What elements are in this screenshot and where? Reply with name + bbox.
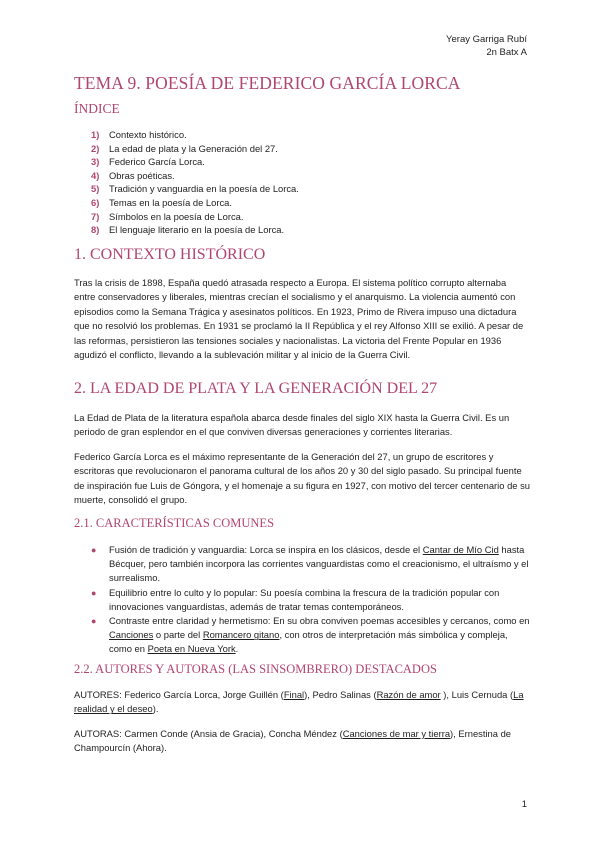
toc-item (91, 210, 299, 224)
toc-item (91, 223, 299, 237)
section-2-heading: 2. LA EDAD DE PLATA Y LA GENERACIÓN DEL 27 (74, 380, 438, 397)
toc-item (91, 128, 299, 142)
work-title: Poeta en Nueva York (147, 643, 236, 655)
section-1-paragraph: Tras la crisis de 1898, España quedó atrasada respecto a Europa. El sistema político corrupto alternaba entre conservadores y liberales, mientras crecían el socialismo y el anarquismo. La violencia aumentó con episodios como la Semana Trágica y asesinatos políticos. En 1923, Primo de Rivera impuso una dictadura que no resolvió los problemas. En 1931 se proclamó la II República y el rey Alfonso XIII se exilió. A pesar de las reformas, persistieron las tensiones sociales y nacionalistas. La victoria del Frente Popular en 1936 agudizó el conflicto, llevando a la sublevación militar y al inicio de la Guerra Civil. (74, 277, 524, 361)
authors-text: ), Luis Cernuda ( (440, 689, 514, 700)
authors-text: AUTORES: Federico García Lorca, Jorge Guillén ( (74, 689, 284, 700)
header-class: 2n Batx A (486, 47, 527, 58)
characteristics-list (74, 543, 530, 657)
work-title: La realidad y el deseo (74, 689, 524, 715)
toc-number: 7) (91, 210, 100, 222)
toc-number: 3) (91, 156, 100, 168)
subsection-2-2-heading: 2.2. AUTORES Y AUTORAS (LAS SINSOMBRERO) DESTACADOS (74, 662, 437, 676)
toc-number: 5) (91, 183, 100, 195)
authors-text: ), Ernestina de Champourcín (Ahora). (74, 728, 512, 754)
toc-item (91, 196, 299, 210)
bullet-text: hasta Bécquer, pero también incorpora las corrientes vanguardistas como el creacionismo, el ultraísmo y el surrealismo. (109, 544, 529, 584)
toc-label: El lenguaje literario en la poesía de Lorca. (109, 224, 285, 236)
work-title: Canciones (109, 629, 154, 641)
bullet-text: , con otros de interpretación más simbólica y compleja, como en (109, 629, 508, 655)
work-title: Cantar de Mío Cid (422, 544, 499, 555)
bullet-text: . (235, 643, 239, 655)
bullet-icon: ● (91, 545, 97, 555)
work-title: Razón de amor (376, 689, 441, 700)
document-title: TEMA 9. POESÍA DE FEDERICO GARCÍA LORCA (74, 73, 461, 93)
work-title: Canciones de mar y tierra (342, 728, 451, 739)
toc-item (91, 182, 299, 196)
list-item (74, 543, 530, 586)
toc-number: 6) (91, 196, 100, 208)
work-title: Romancero gitano (202, 629, 280, 641)
work-title: Final (283, 689, 305, 700)
index-heading: ÍNDICE (74, 101, 120, 116)
bullet-text: Fusión de tradición y vanguardia: Lorca se inspira en los clásicos, desde el (109, 544, 423, 555)
toc-item (91, 142, 299, 156)
toc-label: Temas en la poesía de Lorca. (109, 196, 232, 208)
section-1-heading: 1. CONTEXTO HISTÓRICO (74, 246, 266, 263)
toc-item (91, 169, 299, 183)
toc-label: La edad de plata y la Generación del 27. (109, 142, 278, 154)
toc-number: 8) (91, 224, 100, 236)
female-authors-paragraph (74, 727, 530, 756)
toc-number: 2) (91, 142, 100, 154)
header-author: Yeray Garriga Rubí (446, 34, 527, 45)
authors-paragraph (74, 688, 530, 717)
toc-label: Federico García Lorca. (109, 156, 205, 168)
authors-text: ). (152, 703, 159, 715)
section-2-paragraph-2: Federico García Lorca es el máximo representante de la Generación del 27, un grupo de escritores y escritoras que revolucionaron el panorama cultural de los años 20 y 30 del siglo pasado. Su principal fuente de inspiración fue Luis de Góngora, y el homenaje a su figura en 1927, con motivo del tercer centenario de su muerte, consolidó el grupo. (74, 451, 531, 506)
toc-label: Símbolos en la poesía de Lorca. (109, 210, 244, 222)
table-of-contents (91, 128, 299, 237)
subsection-2-1-heading: 2.1. CARACTERÍSTICAS COMUNES (74, 516, 275, 530)
bullet-icon: ● (91, 587, 97, 598)
authors-text: AUTORAS: Carmen Conde (Ansia de Gracia), Concha Méndez ( (74, 728, 343, 739)
list-item (74, 586, 530, 614)
bullet-text: Contraste entre claridad y hermetismo: En su obra conviven poemas accesibles y cercanos, como en (109, 615, 530, 627)
bullet-icon: ● (91, 616, 97, 627)
section-2-paragraph-1: La Edad de Plata de la literatura española abarca desde finales del siglo XIX hasta la Guerra Civil. Es un periodo de gran esplendor en el que conviven diversas generaciones y corrientes literarias. (74, 412, 510, 438)
toc-item (91, 155, 299, 169)
toc-label: Contexto histórico. (109, 129, 187, 140)
toc-label: Tradición y vanguardia en la poesía de Lorca. (109, 183, 299, 195)
list-item (74, 614, 530, 657)
toc-number: 1) (91, 129, 100, 140)
page-header (446, 33, 527, 59)
bullet-text: o parte del (153, 629, 203, 641)
toc-number: 4) (91, 169, 100, 181)
toc-label: Obras poéticas. (109, 169, 175, 181)
authors-text: ), Pedro Salinas ( (304, 689, 377, 700)
page-number: 1 (521, 799, 527, 810)
bullet-text: Equilibrio entre lo culto y lo popular: Su poesía combina la frescura de la tradición popular con innovaciones vanguardistas, además de tratar temas contemporáneos. (109, 586, 500, 612)
